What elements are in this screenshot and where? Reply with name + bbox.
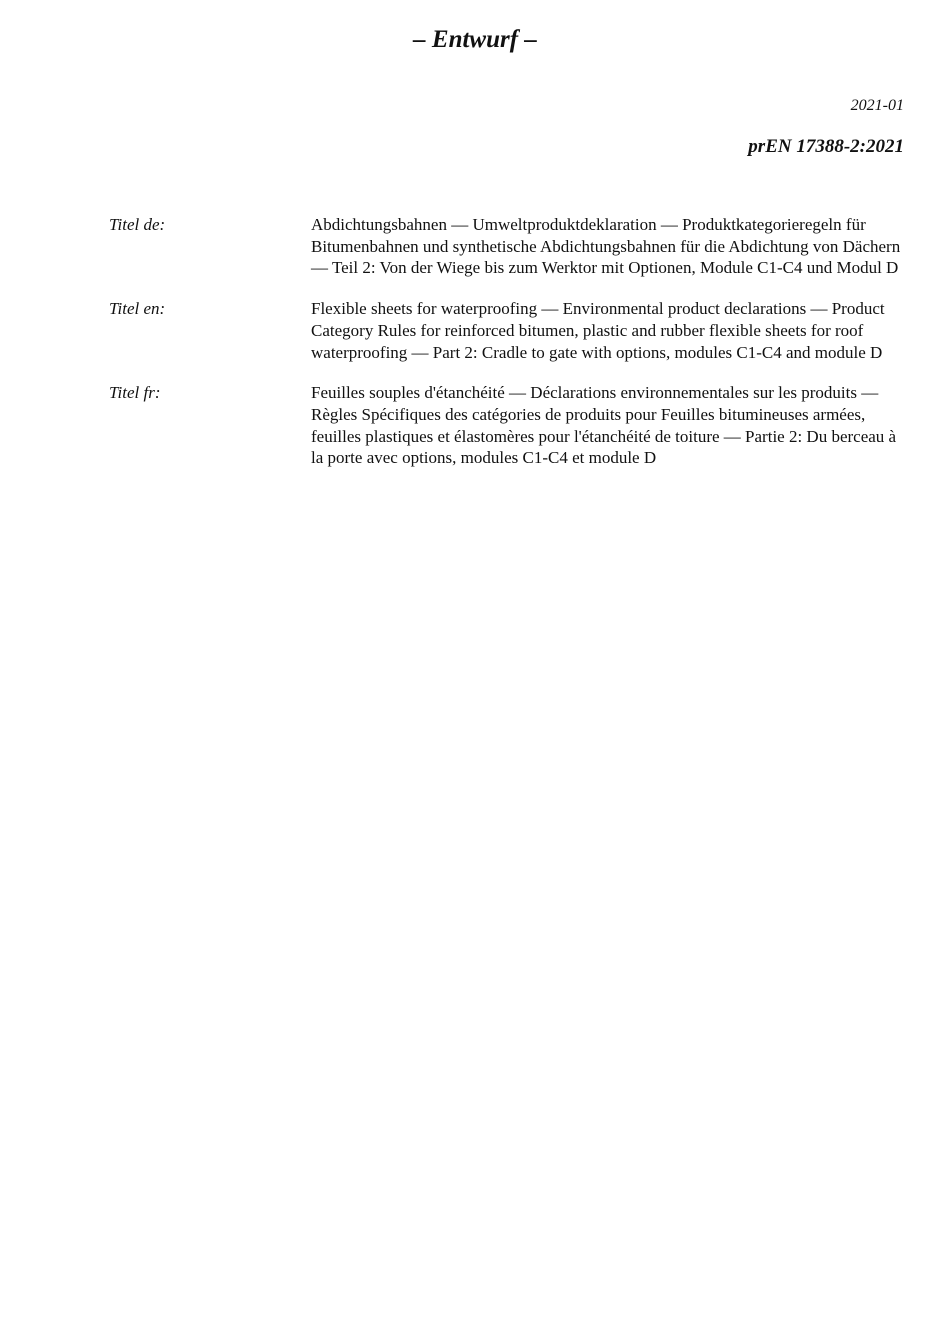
title-row-fr [109, 382, 904, 469]
document-date: 2021-01 [850, 97, 904, 114]
title-label-fr: Titel fr: [109, 383, 161, 403]
title-row-en [109, 298, 904, 363]
draft-title: – Entwurf – [413, 26, 537, 53]
title-text-de: Abdichtungsbahnen — Umweltproduktdeklaration — Produktkategorieregeln für Bitumenbahnen und synthetische Abdichtungsbahnen für die Abdichtung von Dächern — Teil 2: Von der Wiege bis zum Werktor mit Optionen, Module C1-C4 und Modul D [311, 215, 901, 278]
title-text-en: Flexible sheets for waterproofing — Environmental product declarations — Product Category Rules for reinforced bitumen, plastic and rubber flexible sheets for roof waterproofing — Part 2: Cradle to gate with options, modules C1-C4 and module D [311, 299, 885, 362]
title-label-en: Titel en: [109, 299, 166, 319]
title-row-de [109, 214, 904, 279]
document-number: prEN 17388-2:2021 [748, 136, 904, 157]
title-text-fr: Feuilles souples d'étanchéité — Déclarations environnementales sur les produits — Règles Spécifiques des catégories de produits pour Feuilles bitumineuses armées, feuilles plastiques et élastomères pour l'étanchéité de toiture — Partie 2: Du berceau à la porte avec options, modules C1-C4 et module D [311, 383, 897, 468]
titles-section [109, 214, 904, 488]
title-label-de: Titel de: [109, 215, 166, 234]
